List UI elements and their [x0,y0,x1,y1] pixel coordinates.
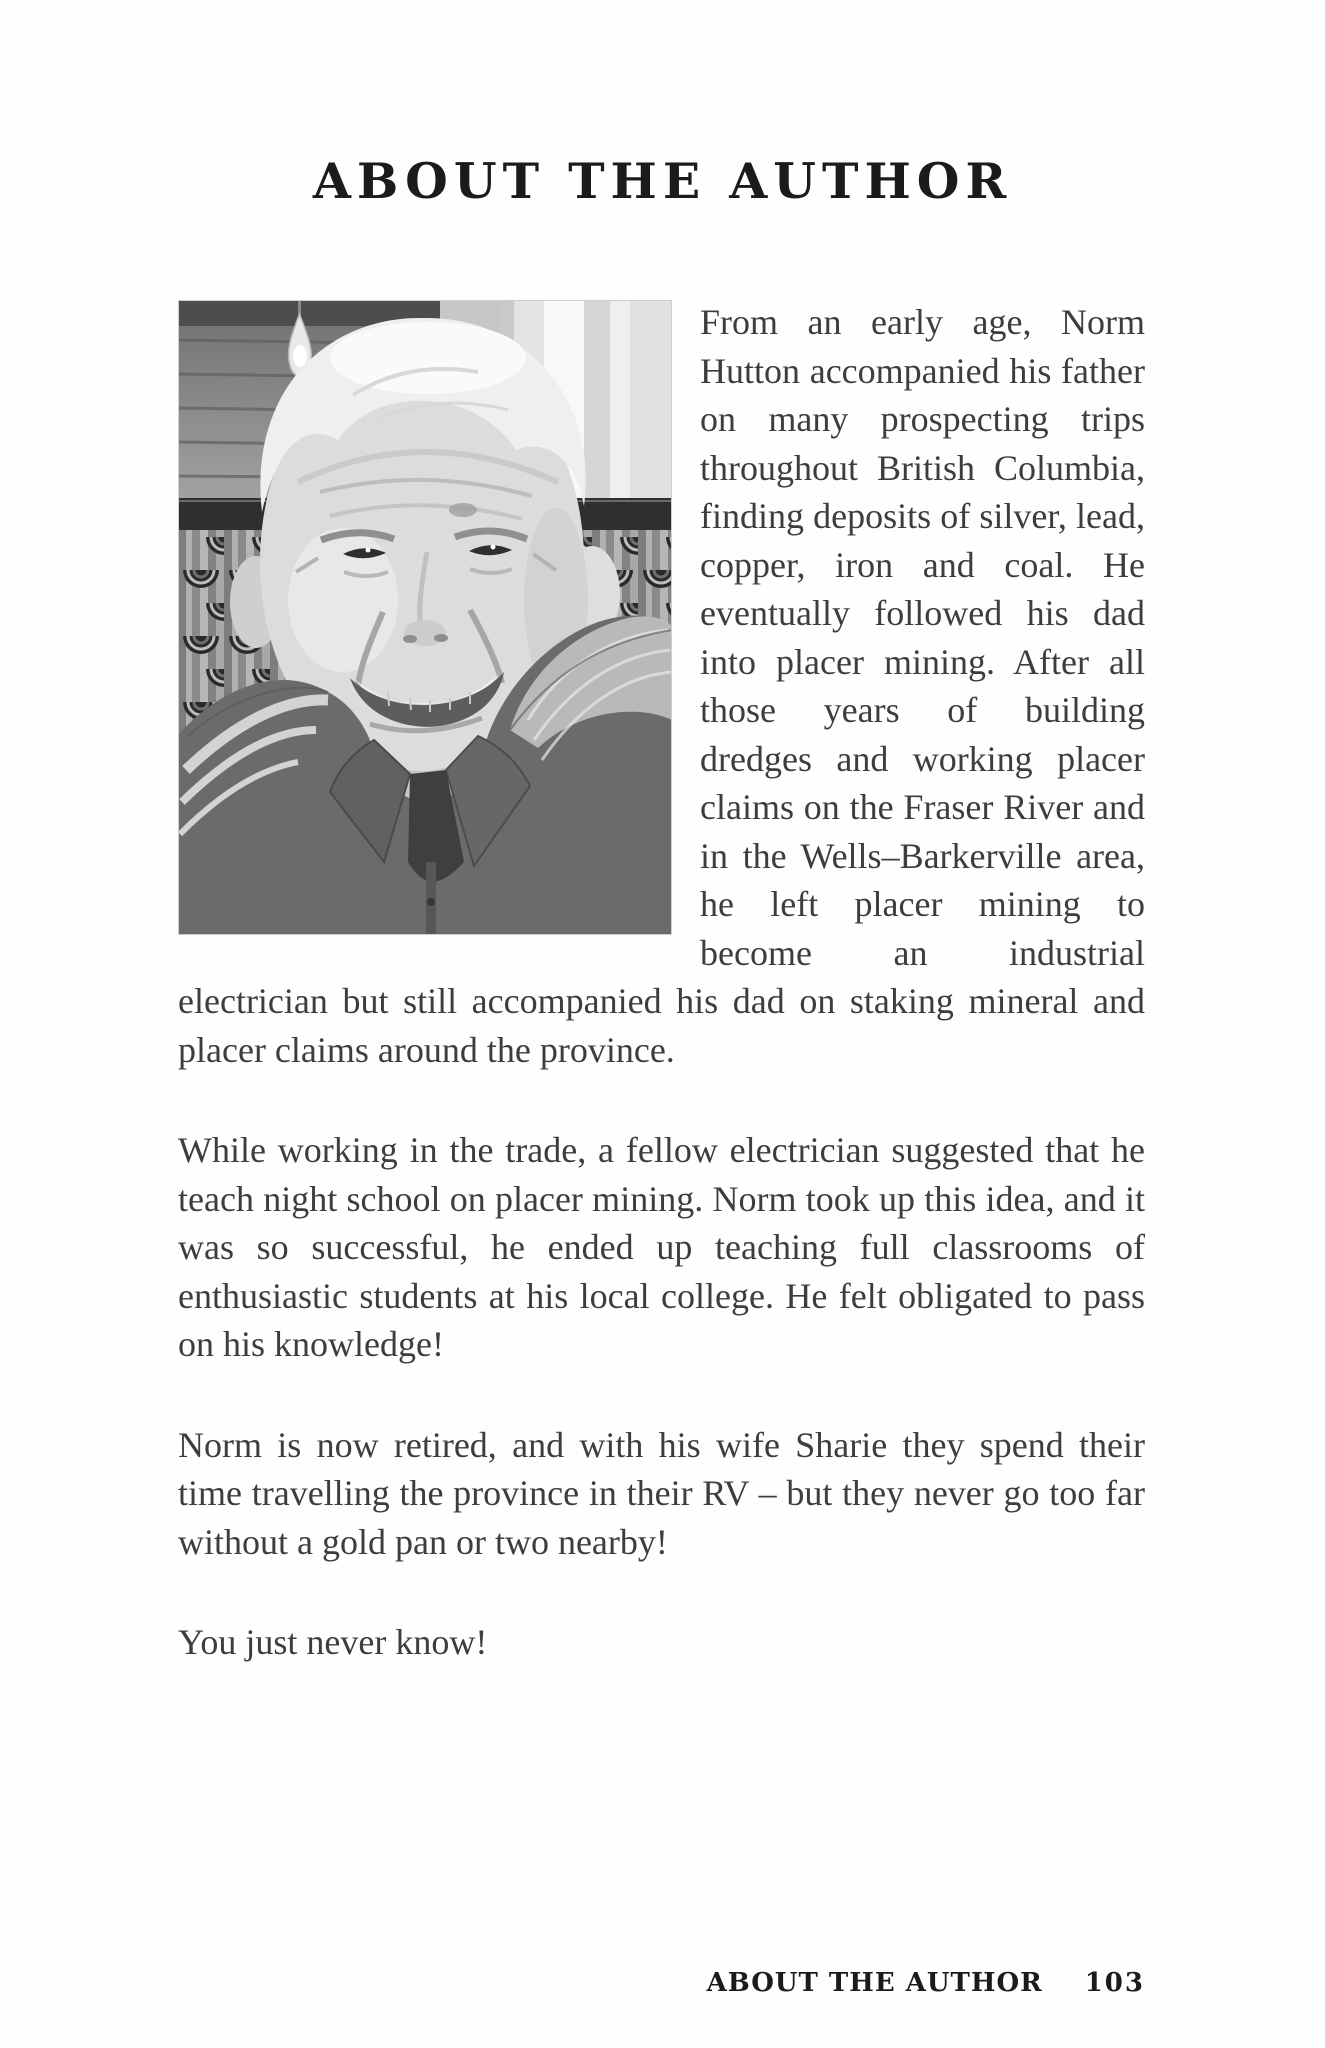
footer-section-label: ABOUT THE AUTHOR [706,1968,1043,1998]
page-title: ABOUT THE AUTHOR [312,152,1013,210]
page-footer [178,1968,1145,1998]
page-number: 103 [1084,1968,1145,1998]
author-photo [178,300,672,935]
about-the-author-section [178,298,1145,1667]
body-paragraph-3: Norm is now retired, and with his wife Sharie they spend their time travelling the province in their RV – but they never go too far without a gold pan or two nearby! [178,1424,1145,1562]
author-photo-illustration [178,300,672,935]
body-paragraph-4: You just never know! [178,1622,488,1662]
body-paragraph-1: From an early age, Norm Hutton accompanied his father on many prospecting trips throughout British Columbia, finding deposits of silver, lead, copper, iron and coal. He eventually followed his dad into placer mining. After all those years of building dredges and working placer claims on the Fraser River and in the Wells–Barkerville area, he left placer mining to become an industrial electrician but still accompanied his dad on staking mineral and placer claims around the province. [178,302,1145,1070]
body-paragraph-2: While working in the trade, a fellow electrician suggested that he teach night school on placer mining. Norm took up this idea, and it was so successful, he ended up teaching full classrooms of enthusiastic students at his local college. He felt obligated to pass on his knowledge! [178,1130,1145,1364]
